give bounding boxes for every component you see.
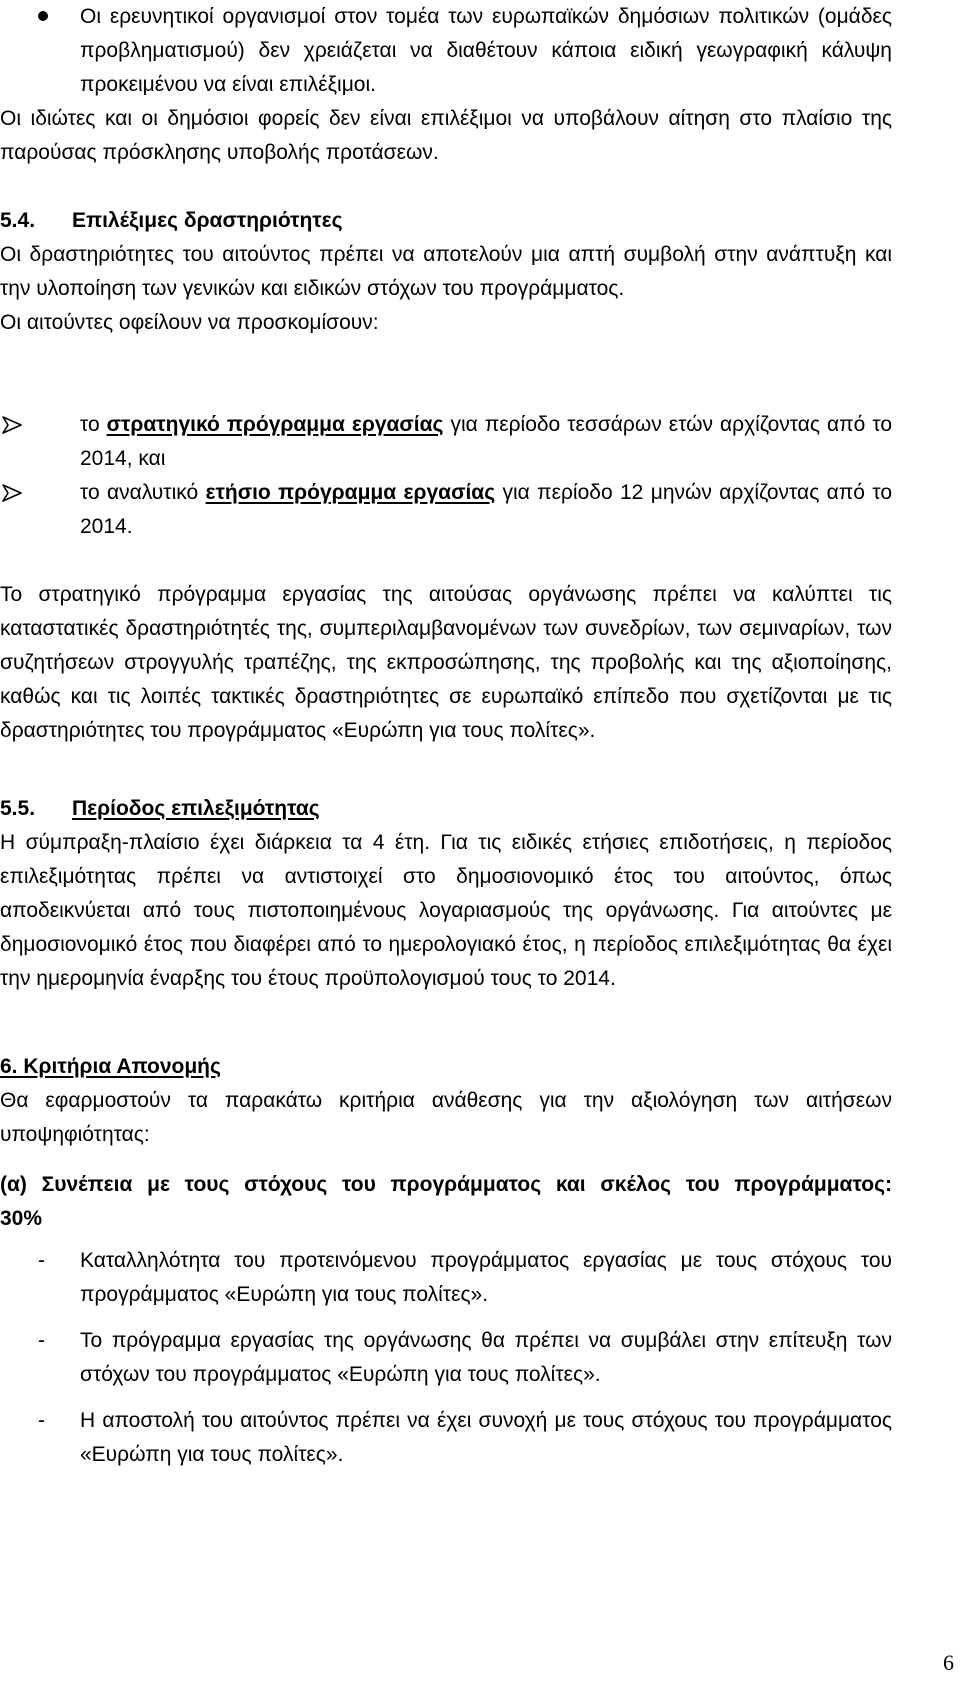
criterion-item-text: Το πρόγραμμα εργασίας της οργάνωσης θα πρέπει να συμβάλει στην επίτευξη των στόχων του προγράμματος «Ευρώπη για τους πολίτες». — [80, 1329, 892, 1386]
section-title — [0, 1055, 221, 1078]
list-item-text-post: για περίοδο τεσσάρων ετών αρχίζοντας από το 2014, και — [80, 413, 892, 470]
criterion-item-2 — [0, 1324, 892, 1392]
page-number: 6 — [943, 1650, 954, 1675]
section-6-paragraph: Θα εφαρμοστούν τα παρακάτω κριτήρια ανάθεσης για την αξιολόγηση των αιτήσεων υποψηφιότητας: — [0, 1089, 892, 1146]
list-item-annual-program — [0, 476, 892, 544]
section-title: Επιλέξιμες δραστηριότητες — [72, 209, 343, 232]
filled-circle-bullet-icon — [38, 11, 48, 21]
section-5-5-heading — [0, 792, 892, 826]
criterion-item-1 — [0, 1244, 892, 1312]
section-5-4-paragraph-1: Οι δραστηριότητες του αιτούντος πρέπει να αποτελούν μια απτή συμβολή στην ανάπτυξη και την υλοποίηση των γενικών και ειδικών στόχων του προγράμματος. — [0, 243, 892, 300]
arrowhead-icon — [2, 416, 22, 434]
section-number: 6. — [0, 1055, 18, 1078]
list-item-text-bold: ετήσιο πρόγραμμα εργασίας — [205, 481, 496, 504]
list-item-text-pre: το αναλυτικό — [80, 481, 206, 504]
section-number: 5.5. — [0, 797, 36, 820]
list-item-strategic-program — [0, 408, 892, 476]
section-6-heading — [0, 1050, 892, 1084]
criterion-item-text: Η αποστολή του αιτούντος πρέπει να έχει συνοχή με τους στόχους του προγράμματος «Ευρώπη για τους πολίτες». — [80, 1409, 892, 1466]
list-item-text — [80, 408, 892, 476]
dash-marker: - — [38, 1249, 45, 1272]
arrowhead-icon — [2, 484, 22, 502]
criterion-a-heading: (α) Συνέπεια με τους στόχους του προγράμματος και σκέλος του προγράμματος: 30% — [0, 1173, 892, 1230]
bullet-text: Οι ερευνητικοί οργανισμοί στον τομέα των ευρωπαϊκών δημόσιων πολιτικών (ομάδες προβληματισμού) δεν χρειάζεται να διαθέτουν κάποια ειδική γεωγραφική κάλυψη προκειμένου να είναι επιλέξιμοι. — [80, 5, 892, 96]
section-5-4-paragraph-2: Οι αιτούντες οφείλουν να προσκομίσουν: — [0, 311, 379, 334]
section-5-5-paragraph: Η σύμπραξη-πλαίσιο έχει διάρκεια τα 4 έτη. Για τις ειδικές ετήσιες επιδοτήσεις, η περίοδος επιλεξιμότητας πρέπει να αντιστοιχεί στο δημοσιονομικό έτος του αιτούντος, όπως αποδεικνύεται από τους πιστοποιημένους λογαριασμούς της οργάνωσης. Για αιτούντες με δημοσιονομικό έτος που διαφέρει από το ημερολογιακό έτος, η περίοδος επιλεξιμότητας θα έχει την ημερομηνία έναρξης του έτους προϋπολογισμού τους το 2014. — [0, 831, 892, 990]
list-item-text-pre: το — [80, 413, 107, 436]
list-item-text-post: για περίοδο 12 μηνών αρχίζοντας από το 2014. — [80, 481, 893, 538]
section-5-4-heading — [0, 204, 892, 238]
dash-marker: - — [38, 1329, 45, 1352]
private-persons-paragraph: Οι ιδιώτες και οι δημόσιοι φορείς δεν είναι επιλέξιμοι να υποβάλουν αίτηση στο πλαίσιο της παρούσας πρόσκλησης υποβολής προτάσεων. — [0, 107, 892, 164]
section-number: 5.4. — [0, 209, 36, 232]
eligibility-bullet-item — [0, 0, 892, 102]
dash-marker: - — [38, 1409, 45, 1432]
section-title: Περίοδος επιλεξιμότητας — [72, 797, 320, 820]
list-item-text — [80, 476, 892, 544]
section-title-text: Κριτήρια Απονομής — [23, 1055, 221, 1078]
criterion-item-text: Καταλληλότητα του προτεινόμενου προγράμματος εργασίας με τους στόχους του προγράμματος «Ευρώπη για τους πολίτες». — [80, 1249, 892, 1306]
strategic-program-paragraph: Το στρατηγικό πρόγραμμα εργασίας της αιτούσας οργάνωσης πρέπει να καλύπτει τις καταστατικές δραστηριότητές της, συμπεριλαμβανομένων των συνεδρίων, των σεμιναρίων, των συζητήσεων στρογγυλής τραπέζης, της εκπροσώπησης, της προβολής και της αξιοποίησης, καθώς και τις λοιπές τακτικές δραστηριότητες σε ευρωπαϊκό επίπεδο που σχετίζονται με τις δραστηριότητες του προγράμματος «Ευρώπη για τους πολίτες». — [0, 583, 892, 742]
criterion-item-3 — [0, 1404, 892, 1472]
list-item-text-bold: στρατηγικό πρόγραμμα εργασίας — [106, 413, 444, 436]
